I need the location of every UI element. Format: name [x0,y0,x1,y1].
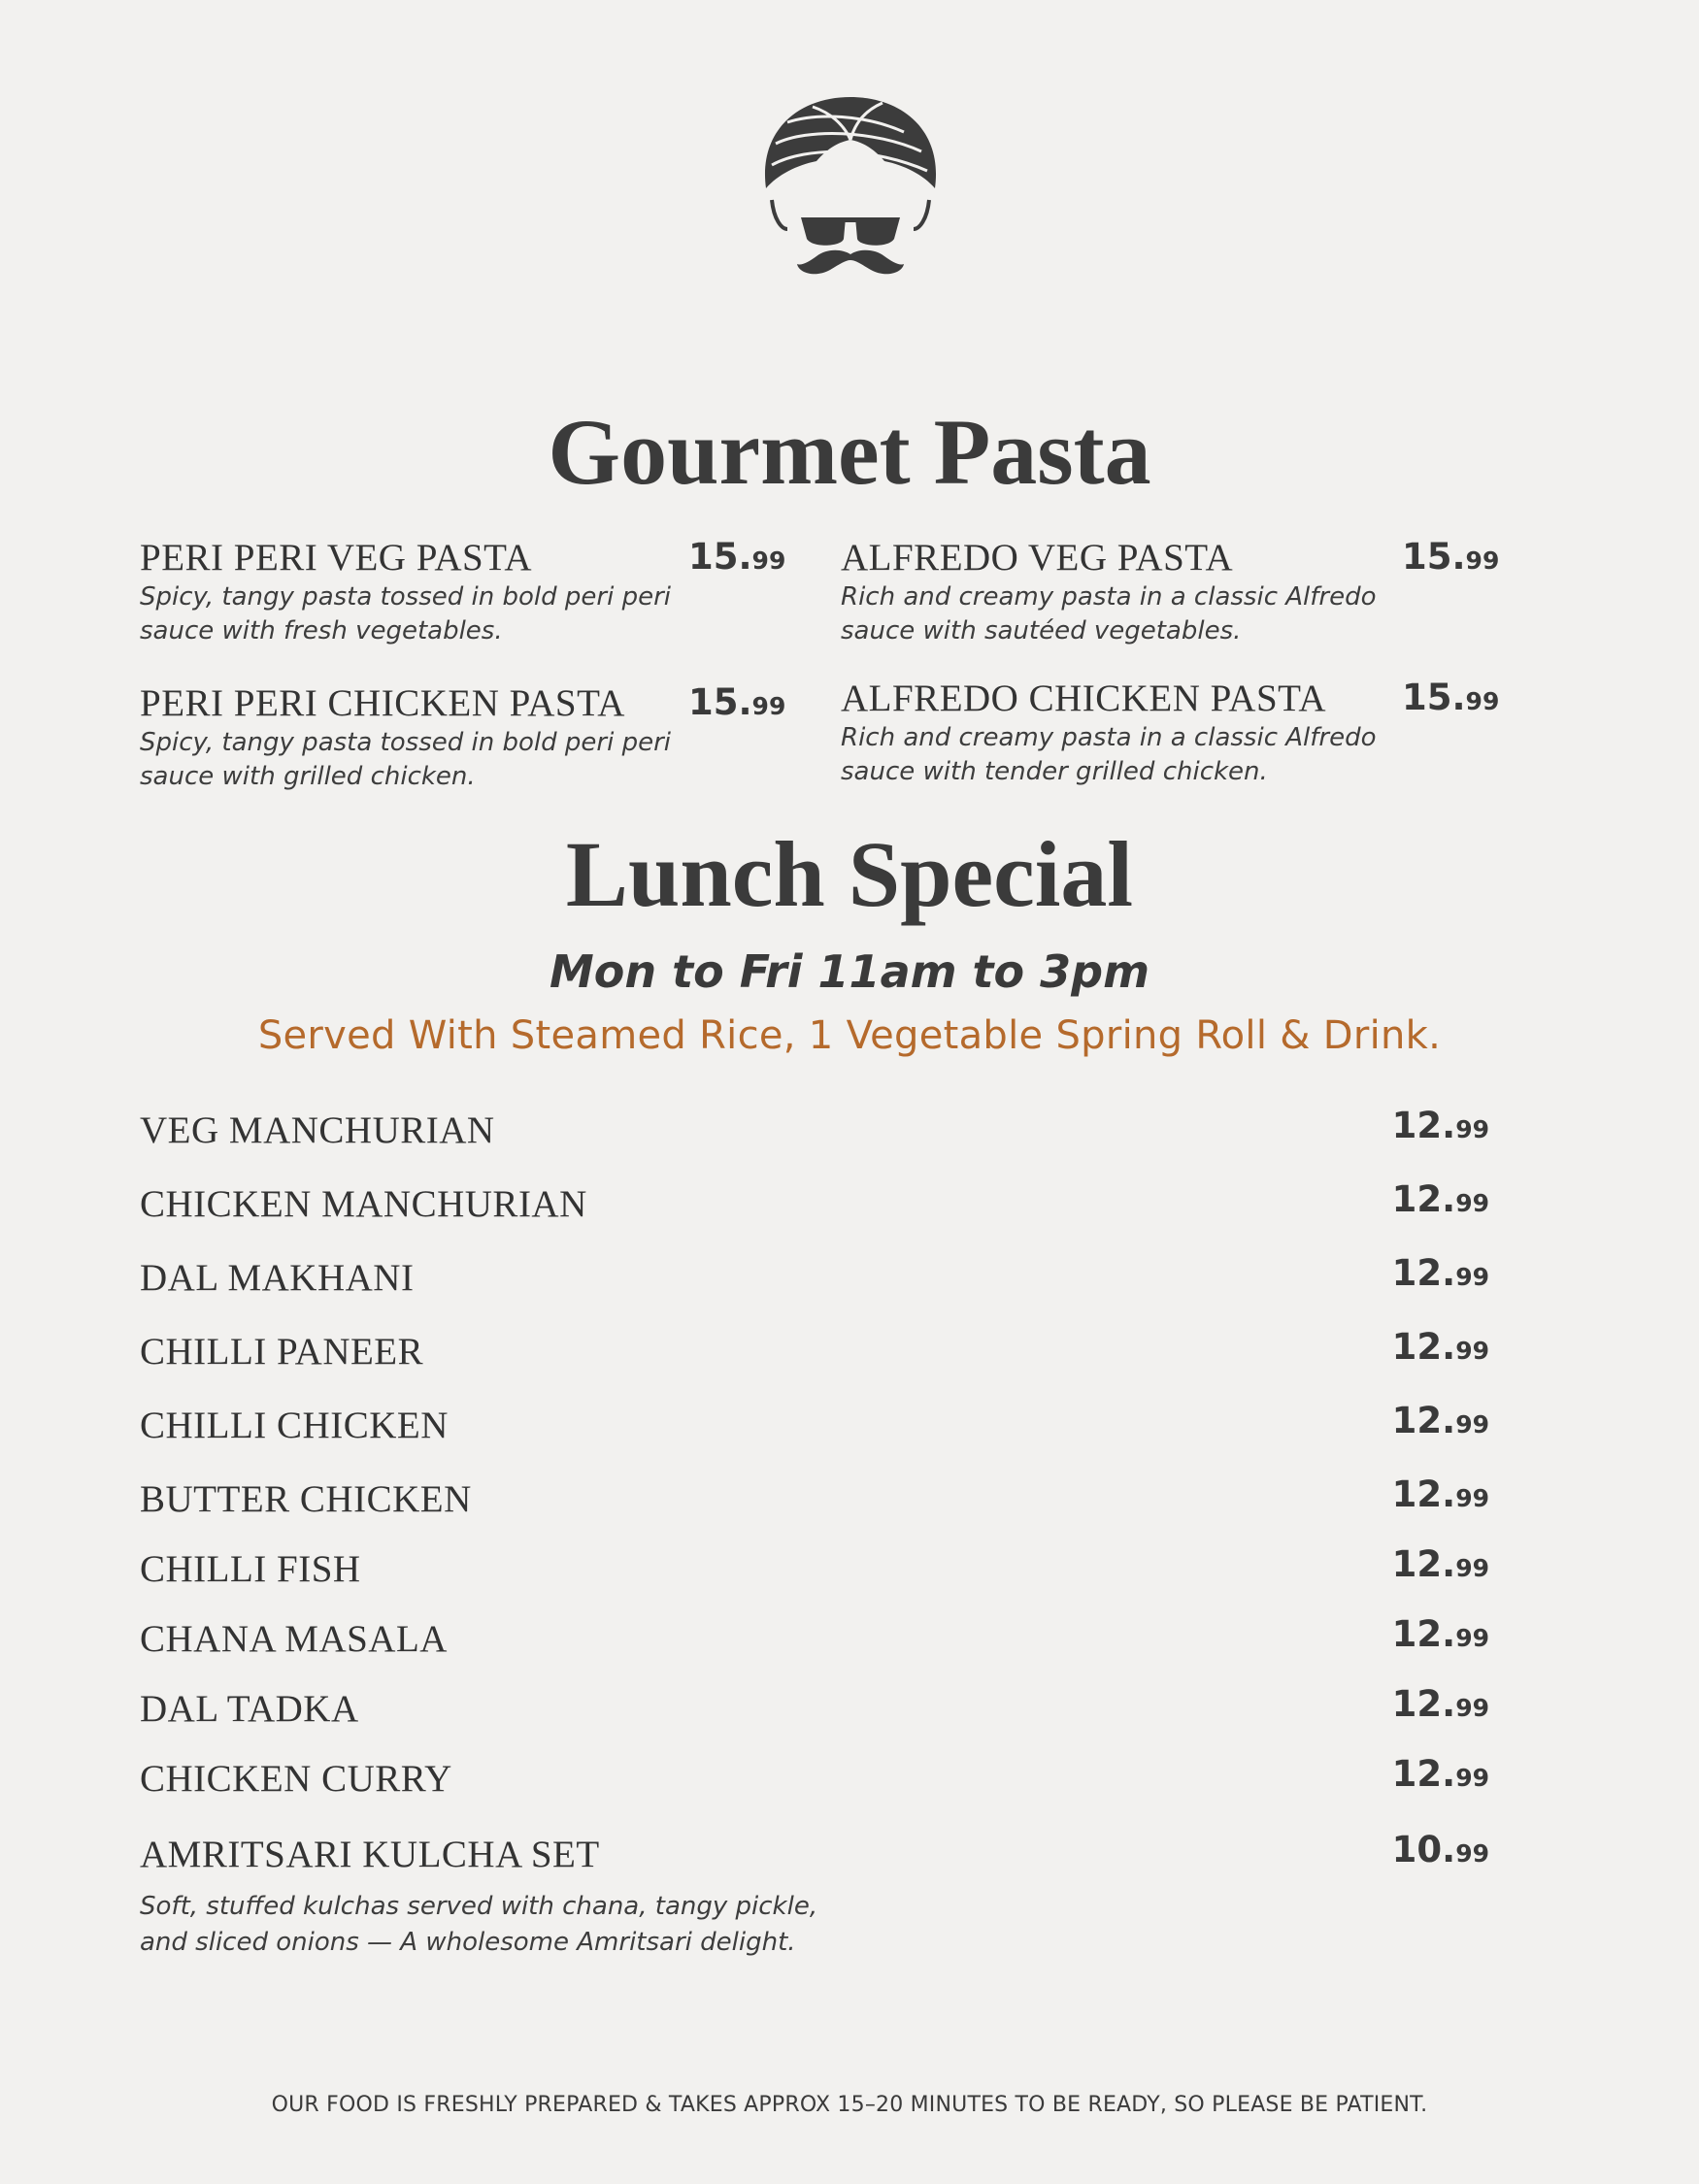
item-name: DAL MAKHANI [140,1257,415,1299]
item-name: CHICKEN CURRY [140,1758,452,1800]
item-name: CHANA MASALA [140,1618,448,1660]
item-name: AMRITSARI KULCHA SET [140,1834,600,1875]
item-name: BUTTER CHICKEN [140,1478,472,1520]
lunch-item-chicken-curry [140,1753,1489,1805]
lunch-hours: Mon to Fri 11am to 3pm [549,945,1150,998]
lunch-item-amritsari-kulcha-set [140,1829,1489,1959]
item-price: 15.99 [1402,677,1500,718]
item-name: VEG MANCHURIAN [140,1109,495,1151]
item-price: 10.99 [1391,1829,1489,1870]
turban-sunglasses-mustache-logo [758,93,943,280]
item-description: Spicy, tangy pasta tossed in bold peri peri sauce with grilled chicken. [140,728,671,791]
item-description-line-2: and sliced onions — A wholesome Amritsari delight. [140,1928,796,1957]
item-price: 15.99 [688,536,786,578]
item-name: PERI PERI CHICKEN PASTA [140,682,625,724]
item-description-line-1: Soft, stuffed kulchas served with chana, tangy pickle, [140,1892,818,1921]
lunch-item-dal-makhani [140,1252,1489,1305]
item-name: ALFREDO VEG PASTA [841,537,1234,579]
lunch-item-dal-tadka [140,1683,1489,1736]
lunch-item-chicken-manchurian [140,1178,1489,1231]
item-name: DAL TADKA [140,1688,359,1730]
item-price: 12.99 [1391,1473,1489,1515]
item-price: 12.99 [1391,1543,1489,1585]
lunch-item-chilli-fish [140,1543,1489,1596]
item-price: 12.99 [1391,1326,1489,1368]
lunch-section-title: Lunch Special [565,822,1134,926]
item-name: ALFREDO CHICKEN PASTA [841,678,1326,719]
item-name: CHILLI CHICKEN [140,1405,449,1446]
lunch-item-chilli-chicken [140,1400,1489,1452]
item-name: CHICKEN MANCHURIAN [140,1183,587,1225]
footer-note: OUR FOOD IS FRESHLY PREPARED & TAKES APPROX 15–20 MINUTES TO BE READY, SO PLEASE BE PATIENT. [271,2093,1428,2117]
item-description [140,1889,819,1961]
item-description: Spicy, tangy pasta tossed in bold peri peri sauce with fresh vegetables. [140,582,671,645]
item-price: 15.99 [688,681,786,723]
item-name: CHILLI PANEER [140,1331,424,1373]
lunch-item-veg-manchurian [140,1105,1489,1157]
item-price: 12.99 [1391,1753,1489,1795]
item-price: 12.99 [1391,1400,1489,1441]
lunch-item-butter-chicken [140,1473,1489,1526]
pasta-section-title: Gourmet Pasta [548,400,1151,504]
lunch-item-chana-masala [140,1613,1489,1666]
item-price: 12.99 [1391,1683,1489,1725]
item-price: 12.99 [1391,1105,1489,1146]
item-price: 12.99 [1391,1178,1489,1220]
item-name: CHILLI FISH [140,1548,361,1590]
item-price: 12.99 [1391,1252,1489,1294]
item-description: Rich and creamy pasta in a classic Alfredo sauce with sautéed vegetables. [841,582,1377,645]
item-name: PERI PERI VEG PASTA [140,537,533,579]
item-description: Rich and creamy pasta in a classic Alfredo sauce with tender grilled chicken. [841,723,1377,786]
lunch-served-with-note: Served With Steamed Rice, 1 Vegetable Spring Roll & Drink. [257,1013,1442,1058]
lunch-item-chilli-paneer [140,1326,1489,1378]
item-price: 15.99 [1402,536,1500,578]
item-price: 12.99 [1391,1613,1489,1655]
